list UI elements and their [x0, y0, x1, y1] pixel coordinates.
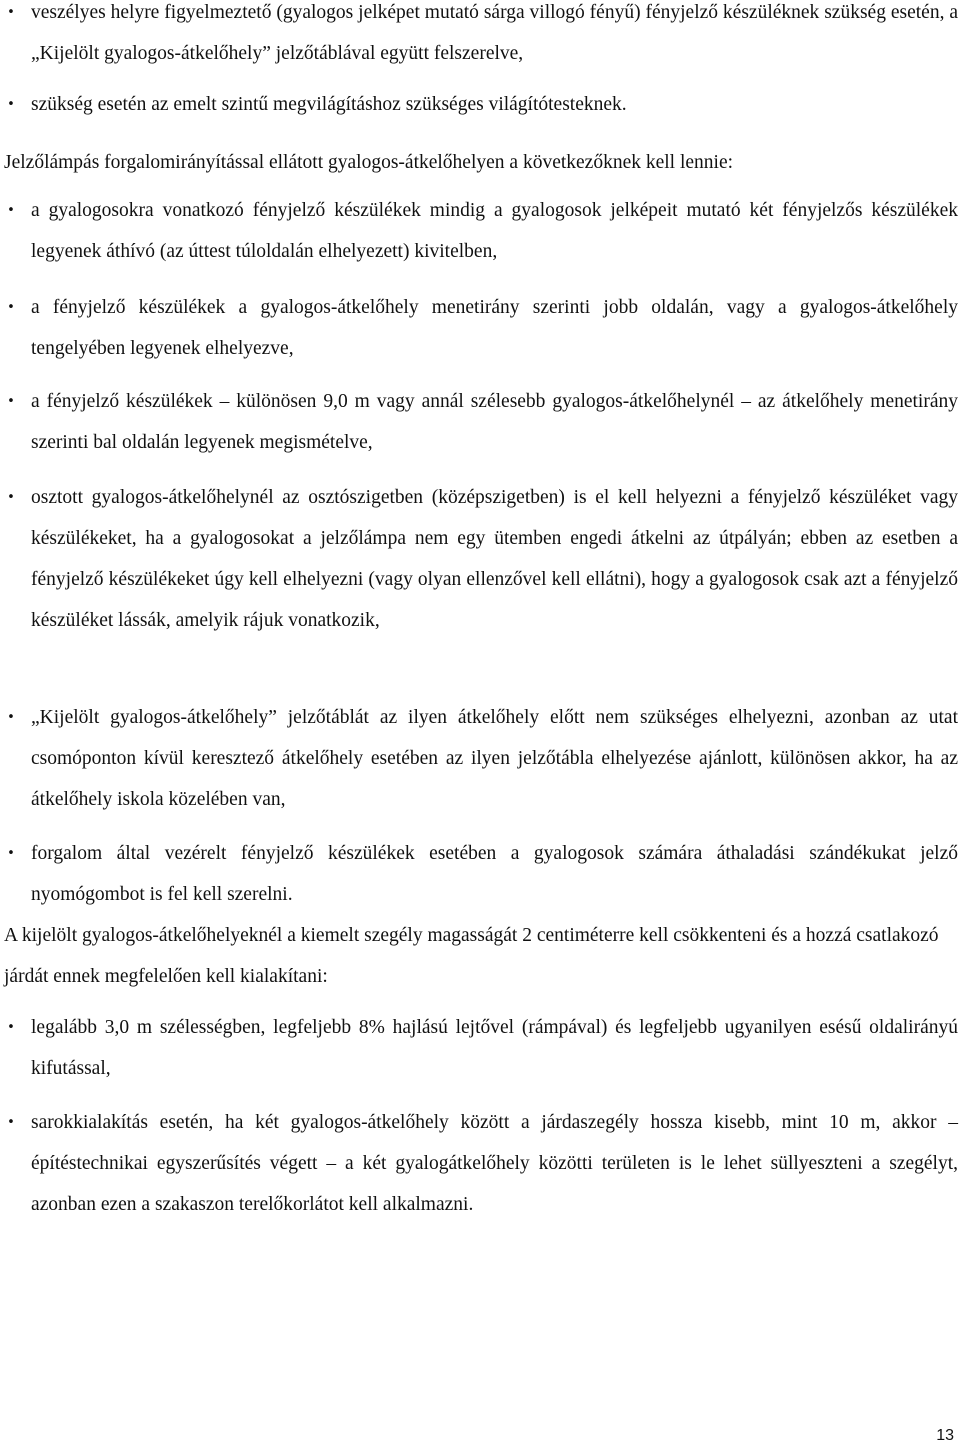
list-item-text: veszélyes helyre figyelmeztető (gyalogos jelképet mutató sárga villogó fényű) fényjelző készüléknek szükség esetén, a „Kijelölt gyalogos-átkelőhely” jelzőtáblával együtt felszerelve,: [31, 2, 958, 64]
bullet-icon: •: [7, 300, 15, 315]
bullet-icon: •: [7, 846, 15, 861]
bullet-icon: •: [7, 97, 15, 112]
bullet-icon: •: [7, 5, 15, 20]
paragraph: Jelzőlámpás forgalomirányítással ellátott gyalogos-átkelőhelyen a következőknek kell lennie:: [4, 152, 734, 173]
bullet-icon: •: [7, 710, 15, 725]
list-item: [0, 697, 958, 820]
paragraph: A kijelölt gyalogos-átkelőhelyeknél a kiemelt szegély magasságát 2 centiméterre kell csökkenteni és a hozzá csatlakozó járdát ennek megfelelően kell kialakítani:: [4, 925, 939, 987]
bullet-icon: •: [7, 394, 15, 409]
list-item: [0, 84, 958, 125]
list-item-text: sarokkialakítás esetén, ha két gyalogos-átkelőhely között a járdaszegély hossza kisebb, mint 10 m, akkor – építéstechnikai egyszerűsítés végett – a két gyalogátkelőhely közötti területen is le lehet süllyeszteni a szegélyt, azonban ezen a szakaszon terelőkorlátot kell alkalmazni.: [31, 1112, 958, 1215]
list-item: [0, 381, 958, 463]
list-item-text: szükség esetén az emelt szintű megvilágításhoz szükséges világítótesteknek.: [31, 94, 627, 115]
list-item: [0, 1102, 958, 1225]
bullet-icon: •: [7, 203, 15, 218]
list-item: [0, 1007, 958, 1089]
bullet-icon: •: [7, 490, 15, 505]
list-item-text: a gyalogosokra vonatkozó fényjelző készülékek mindig a gyalogosok jelképeit mutató két fényjelzős készülékek legyenek áthívó (az úttest túloldalán elhelyezett) kivitelben,: [31, 200, 958, 262]
list-item: [0, 287, 958, 369]
bullet-icon: •: [7, 1020, 15, 1035]
list-item-text: a fényjelző készülékek a gyalogos-átkelőhely menetirány szerinti jobb oldalán, vagy a gyalogos-átkelőhely tengelyében legyenek elhelyezve,: [31, 297, 958, 359]
list-item-text: osztott gyalogos-átkelőhelynél az osztószigetben (középszigetben) is el kell helyezni a fényjelző készüléket vagy készülékeket, ha a gyalogosokat a jelzőlámpa nem egy ütemben engedi átkelni az útpályán; ebben az esetben a fényjelző készülékeket úgy kell elhelyezni (vagy olyan ellenzővel kell ellátni), hogy a gyalogosok csak azt a fényjelző készüléket lássák, amelyik rájuk vonatkozik,: [31, 487, 958, 631]
list-item-text: forgalom által vezérelt fényjelző készülékek esetében a gyalogosok számára áthaladási szándékukat jelző nyomógombot is fel kell szerelni.: [31, 843, 958, 905]
list-item-text: „Kijelölt gyalogos-átkelőhely” jelzőtáblát az ilyen átkelőhely előtt nem szükséges elhelyezni, azonban az utat csomóponton kívül keresztező átkelőhely esetében az ilyen jelzőtábla elhelyezése ajánlott, különösen akkor, ha az átkelőhely iskola közelében van,: [31, 707, 958, 810]
list-item: [0, 477, 958, 641]
bullet-icon: •: [7, 1115, 15, 1130]
page-number: 13: [936, 1427, 954, 1444]
list-item: [0, 190, 958, 272]
list-item-text: a fényjelző készülékek – különösen 9,0 m vagy annál szélesebb gyalogos-átkelőhelynél – az átkelőhely menetirány szerinti bal oldalán legyenek megismételve,: [31, 391, 958, 453]
list-item: [0, 0, 958, 74]
list-item: [0, 833, 958, 915]
list-item-text: legalább 3,0 m szélességben, legfeljebb 8% hajlású lejtővel (rámpával) és legfeljebb ugyanilyen esésű oldalirányú kifutással,: [31, 1017, 958, 1079]
